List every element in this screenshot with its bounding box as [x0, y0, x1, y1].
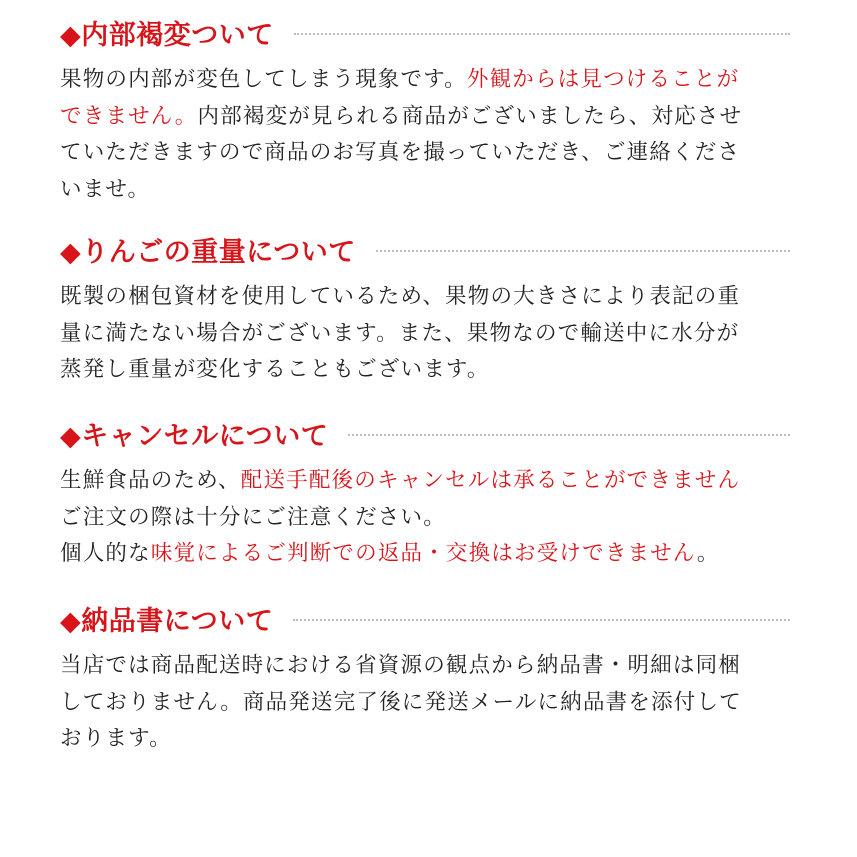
dotted-divider — [293, 619, 790, 621]
section-invoice — [60, 598, 790, 758]
text-segment: おります。 — [60, 726, 172, 751]
dotted-divider — [294, 33, 790, 35]
text-segment: 当店では商品配送時における省資源の観点から納品書・明細は同梱 — [60, 653, 742, 678]
section-body — [60, 648, 790, 758]
section-cancellation — [60, 413, 790, 573]
text-segment: 内部褐変が見られる商品がございましたら、対応させ — [197, 103, 743, 129]
heading-text: ◆キャンセルについて — [60, 420, 329, 452]
body-line — [60, 172, 790, 209]
text-segment: 量に満たない場合がございます。また、果物なので輸送中に水分が — [60, 320, 740, 346]
dotted-divider — [348, 434, 790, 436]
body-line — [60, 62, 790, 99]
highlight-text: 配送手配後のキャンセルは承ることができません — [240, 468, 741, 493]
section-heading — [60, 413, 790, 453]
text-segment: ご注文の際は十分にご注意ください。 — [60, 504, 446, 530]
text-segment: 蒸発し重量が変化することもございます。 — [60, 357, 490, 382]
section-body — [60, 279, 790, 389]
body-line — [60, 536, 790, 573]
body-line — [60, 463, 790, 500]
body-line — [60, 685, 790, 722]
highlight-text: できません。 — [60, 103, 198, 129]
section-heading — [60, 12, 790, 52]
body-line — [60, 99, 790, 136]
section-body — [60, 62, 790, 208]
section-apple-weight — [60, 229, 790, 389]
section-heading — [60, 598, 790, 638]
body-line — [60, 721, 790, 758]
heading-text: ◆内部褐変ついて — [60, 19, 274, 51]
section-heading — [60, 229, 790, 269]
body-line — [60, 316, 790, 353]
dotted-divider — [376, 250, 790, 252]
text-segment: いませ。 — [60, 176, 151, 202]
body-line — [60, 352, 790, 389]
body-line — [60, 648, 790, 685]
text-segment: 個人的な — [60, 541, 151, 566]
text-segment: ていただきますので商品のお写真を撮っていただき、ご連絡くださ — [60, 140, 741, 165]
body-line — [60, 500, 790, 537]
text-segment: 。 — [696, 541, 720, 566]
text-segment: 既製の梱包資材を使用しているため、果物の大きさにより表記の重 — [60, 284, 741, 309]
body-line — [60, 279, 790, 316]
heading-text: ◆納品書について — [60, 605, 274, 637]
body-line — [60, 135, 790, 172]
highlight-text: 味覚によるご判断での返品・交換はお受けできません — [150, 541, 697, 566]
section-body — [60, 463, 790, 573]
text-segment: 果物の内部が変色してしまう現象です。 — [60, 67, 467, 92]
section-internal-browning — [60, 12, 790, 208]
text-segment: しておりません。商品発送完了後に発送メールに納品書を添付して — [60, 689, 742, 715]
heading-text: ◆りんごの重量について — [60, 236, 356, 268]
highlight-text: 外観からは見つけることが — [466, 67, 740, 92]
text-segment: 生鮮食品のため、 — [60, 468, 241, 493]
